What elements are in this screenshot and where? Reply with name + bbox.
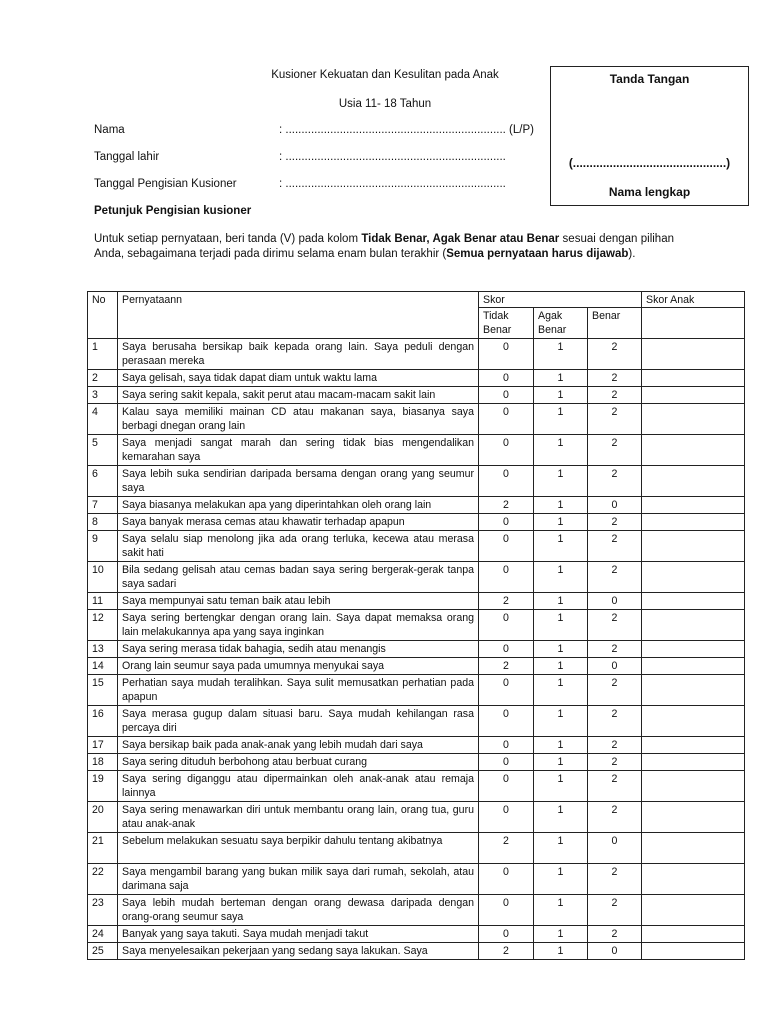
score-benar[interactable]: 2	[588, 771, 642, 802]
header-statement: Pernyataann	[118, 292, 479, 339]
child-score-cell[interactable]	[642, 593, 745, 610]
score-tidak-benar[interactable]: 0	[479, 531, 534, 562]
score-benar[interactable]: 2	[588, 675, 642, 706]
score-agak-benar[interactable]: 1	[534, 706, 588, 737]
statement-text: Sebelum melakukan sesuatu saya berpikir dahulu tentang akibatnya	[118, 833, 479, 864]
row-number: 10	[88, 562, 118, 593]
row-number: 24	[88, 926, 118, 943]
row-number: 11	[88, 593, 118, 610]
header-no: No	[88, 292, 118, 339]
table-row	[88, 864, 745, 895]
score-benar[interactable]: 2	[588, 610, 642, 641]
signature-heading: Tanda Tangan	[609, 72, 690, 86]
row-number: 23	[88, 895, 118, 926]
row-number: 2	[88, 370, 118, 387]
score-agak-benar[interactable]: 1	[534, 943, 588, 960]
score-agak-benar[interactable]: 1	[534, 641, 588, 658]
score-benar[interactable]: 2	[588, 641, 642, 658]
score-benar[interactable]: 2	[588, 706, 642, 737]
child-score-cell[interactable]	[642, 435, 745, 466]
statement-text: Saya berusaha bersikap baik kepada orang lain. Saya peduli dengan perasaan mereka	[118, 339, 479, 370]
score-agak-benar[interactable]: 1	[534, 864, 588, 895]
table-row	[88, 562, 745, 593]
instructions-part-2: sesuai dengan pilihan Anda, sebagaimana terjadi pada dirimu selama enam bulan terakhir (	[94, 233, 674, 260]
score-agak-benar[interactable]: 1	[534, 926, 588, 943]
statement-text: Orang lain seumur saya pada umumnya menyukai saya	[118, 658, 479, 675]
header-agak-benar: Agak Benar	[534, 308, 588, 339]
instructions-part-3: ).	[628, 248, 636, 260]
statement-text: Banyak yang saya takuti. Saya mudah menjadi takut	[118, 926, 479, 943]
score-benar[interactable]: 2	[588, 339, 642, 370]
row-number: 3	[88, 387, 118, 404]
header-child-score-blank	[642, 308, 745, 339]
score-benar[interactable]: 2	[588, 466, 642, 497]
child-score-cell[interactable]	[642, 926, 745, 943]
score-benar[interactable]: 2	[588, 754, 642, 771]
instructions-heading: Petunjuk Pengisian kusioner	[94, 205, 252, 217]
row-number: 5	[88, 435, 118, 466]
table-row	[88, 895, 745, 926]
score-tidak-benar[interactable]: 0	[479, 706, 534, 737]
statement-text: Saya biasanya melakukan apa yang diperintahkan oleh orang lain	[118, 497, 479, 514]
table-row	[88, 771, 745, 802]
table-row	[88, 610, 745, 641]
statement-text: Kalau saya memiliki mainan CD atau makanan saya, biasanya saya berbagi dnegan orang lain	[118, 404, 479, 435]
form-subtitle: Usia 11- 18 Tahun	[338, 98, 432, 110]
table-row	[88, 706, 745, 737]
child-score-cell[interactable]	[642, 610, 745, 641]
score-benar[interactable]: 2	[588, 531, 642, 562]
score-agak-benar[interactable]: 1	[534, 466, 588, 497]
row-number: 21	[88, 833, 118, 864]
score-agak-benar[interactable]: 1	[534, 562, 588, 593]
statement-text: Saya merasa gugup dalam situasi baru. Saya mudah kehilangan rasa percaya diri	[118, 706, 479, 737]
score-tidak-benar[interactable]: 0	[479, 926, 534, 943]
table-row	[88, 466, 745, 497]
header-tidak-benar: Tidak Benar	[479, 308, 534, 339]
score-tidak-benar[interactable]: 0	[479, 754, 534, 771]
row-number: 18	[88, 754, 118, 771]
score-benar[interactable]: 2	[588, 435, 642, 466]
statement-text: Perhatian saya mudah teralihkan. Saya sulit memusatkan perhatian pada apapun	[118, 675, 479, 706]
score-agak-benar[interactable]: 1	[534, 435, 588, 466]
score-tidak-benar[interactable]: 0	[479, 641, 534, 658]
child-score-cell[interactable]	[642, 404, 745, 435]
table-row	[88, 593, 745, 610]
child-score-cell[interactable]	[642, 706, 745, 737]
statement-text: Saya sering bertengkar dengan orang lain. Saya dapat memaksa orang lain melakukannya apa yang saya inginkan	[118, 610, 479, 641]
score-tidak-benar[interactable]: 2	[479, 943, 534, 960]
score-agak-benar[interactable]: 1	[534, 675, 588, 706]
score-benar[interactable]: 2	[588, 404, 642, 435]
form-title: Kusioner Kekuatan dan Kesulitan pada Anak	[271, 69, 499, 81]
row-number: 8	[88, 514, 118, 531]
field-filldate-input[interactable]: : .....................................................................	[279, 178, 506, 190]
score-benar[interactable]: 2	[588, 370, 642, 387]
statement-text: Saya lebih suka sendirian daripada bersama dengan orang yang seumur saya	[118, 466, 479, 497]
header-score: Skor	[479, 292, 642, 308]
score-benar[interactable]: 0	[588, 593, 642, 610]
table-row	[88, 497, 745, 514]
statement-text: Saya menjadi sangat marah dan sering tidak bias mengendalikan kemarahan saya	[118, 435, 479, 466]
score-tidak-benar[interactable]: 0	[479, 514, 534, 531]
instructions-required: Semua pernyataan harus dijawab	[446, 248, 629, 260]
score-agak-benar[interactable]: 1	[534, 514, 588, 531]
score-tidak-benar[interactable]: 0	[479, 895, 534, 926]
table-row	[88, 404, 745, 435]
table-row	[88, 833, 745, 864]
score-agak-benar[interactable]: 1	[534, 404, 588, 435]
statement-text: Saya selalu siap menolong jika ada orang terluka, kecewa atau merasa sakit hati	[118, 531, 479, 562]
row-number: 19	[88, 771, 118, 802]
statement-text: Saya bersikap baik pada anak-anak yang lebih mudah dari saya	[118, 737, 479, 754]
child-score-cell[interactable]	[642, 675, 745, 706]
row-number: 16	[88, 706, 118, 737]
row-number: 25	[88, 943, 118, 960]
score-tidak-benar[interactable]: 0	[479, 802, 534, 833]
child-score-cell[interactable]	[642, 737, 745, 754]
score-agak-benar[interactable]: 1	[534, 895, 588, 926]
child-score-cell[interactable]	[642, 658, 745, 675]
instructions-options: Tidak Benar, Agak Benar atau Benar	[361, 233, 560, 245]
score-agak-benar[interactable]: 1	[534, 387, 588, 404]
score-tidak-benar[interactable]: 0	[479, 610, 534, 641]
score-tidak-benar[interactable]: 2	[479, 833, 534, 864]
table-row	[88, 387, 745, 404]
table-row	[88, 754, 745, 771]
statement-text: Saya sering menawarkan diri untuk membantu orang lain, orang tua, guru atau anak-anak	[118, 802, 479, 833]
child-score-cell[interactable]	[642, 514, 745, 531]
score-tidak-benar[interactable]: 0	[479, 466, 534, 497]
header-benar: Benar	[588, 308, 642, 339]
child-score-cell[interactable]	[642, 466, 745, 497]
statement-text: Saya sering diganggu atau dipermainkan oleh anak-anak atau remaja lainnya	[118, 771, 479, 802]
table-row	[88, 435, 745, 466]
score-tidak-benar[interactable]: 2	[479, 497, 534, 514]
score-tidak-benar[interactable]: 0	[479, 771, 534, 802]
row-number: 4	[88, 404, 118, 435]
score-tidak-benar[interactable]: 0	[479, 370, 534, 387]
score-tidak-benar[interactable]: 0	[479, 339, 534, 370]
field-name-input[interactable]: : ..................................................................... (L/P)	[279, 124, 534, 136]
score-agak-benar[interactable]: 1	[534, 737, 588, 754]
score-agak-benar[interactable]: 1	[534, 802, 588, 833]
child-score-cell[interactable]	[642, 943, 745, 960]
child-score-cell[interactable]	[642, 771, 745, 802]
score-benar[interactable]: 0	[588, 497, 642, 514]
score-agak-benar[interactable]: 1	[534, 658, 588, 675]
child-score-cell[interactable]	[642, 833, 745, 864]
row-number: 20	[88, 802, 118, 833]
row-number: 6	[88, 466, 118, 497]
row-number: 7	[88, 497, 118, 514]
row-number: 1	[88, 339, 118, 370]
score-benar[interactable]: 2	[588, 562, 642, 593]
field-filldate-label: Tanggal Pengisian Kusioner	[94, 178, 237, 190]
score-agak-benar[interactable]: 1	[534, 339, 588, 370]
instructions-part-1: Untuk setiap pernyataan, beri tanda (V) pada kolom	[94, 233, 362, 245]
statement-text: Saya gelisah, saya tidak dapat diam untuk waktu lama	[118, 370, 479, 387]
child-score-cell[interactable]	[642, 864, 745, 895]
child-score-cell[interactable]	[642, 895, 745, 926]
statement-text: Saya sering merasa tidak bahagia, sedih atau menangis	[118, 641, 479, 658]
child-score-cell[interactable]	[642, 531, 745, 562]
row-number: 12	[88, 610, 118, 641]
table-row	[88, 641, 745, 658]
row-number: 9	[88, 531, 118, 562]
statement-text: Saya menyelesaikan pekerjaan yang sedang saya lakukan. Saya	[118, 943, 479, 960]
score-benar[interactable]: 2	[588, 926, 642, 943]
child-score-cell[interactable]	[642, 641, 745, 658]
score-tidak-benar[interactable]: 0	[479, 737, 534, 754]
score-tidak-benar[interactable]: 2	[479, 593, 534, 610]
field-birthdate-label: Tanggal lahir	[94, 151, 160, 163]
header-child-score: Skor Anak	[642, 292, 745, 308]
score-tidak-benar[interactable]: 0	[479, 864, 534, 895]
score-agak-benar[interactable]: 1	[534, 370, 588, 387]
field-birthdate-input[interactable]: : .....................................................................	[279, 151, 506, 163]
row-number: 14	[88, 658, 118, 675]
child-score-cell[interactable]	[642, 497, 745, 514]
table-row	[88, 737, 745, 754]
score-benar[interactable]: 2	[588, 802, 642, 833]
score-benar[interactable]: 0	[588, 943, 642, 960]
score-benar[interactable]: 2	[588, 864, 642, 895]
score-benar[interactable]: 0	[588, 658, 642, 675]
score-tidak-benar[interactable]: 0	[479, 404, 534, 435]
score-tidak-benar[interactable]: 0	[479, 675, 534, 706]
table-row	[88, 531, 745, 562]
score-benar[interactable]: 0	[588, 833, 642, 864]
statement-text: Saya mengambil barang yang bukan milik saya dari rumah, sekolah, atau darimana saja	[118, 864, 479, 895]
statement-text: Saya lebih mudah berteman dengan orang dewasa daripada dengan orang-orang seumur saya	[118, 895, 479, 926]
questionnaire-table	[87, 291, 745, 960]
signature-box[interactable]	[550, 66, 749, 206]
score-agak-benar[interactable]: 1	[534, 593, 588, 610]
table-row	[88, 943, 745, 960]
score-agak-benar[interactable]: 1	[534, 610, 588, 641]
table-row	[88, 339, 745, 370]
row-number: 13	[88, 641, 118, 658]
statement-text: Bila sedang gelisah atau cemas badan saya sering bergerak-gerak tanpa saya sadari	[118, 562, 479, 593]
score-tidak-benar[interactable]: 0	[479, 562, 534, 593]
child-score-cell[interactable]	[642, 562, 745, 593]
statement-text: Saya banyak merasa cemas atau khawatir terhadap apapun	[118, 514, 479, 531]
score-agak-benar[interactable]: 1	[534, 833, 588, 864]
child-score-cell[interactable]	[642, 802, 745, 833]
row-number: 22	[88, 864, 118, 895]
statement-text: Saya mempunyai satu teman baik atau lebih	[118, 593, 479, 610]
score-agak-benar[interactable]: 1	[534, 754, 588, 771]
child-score-cell[interactable]	[642, 387, 745, 404]
score-tidak-benar[interactable]: 0	[479, 387, 534, 404]
table-row	[88, 926, 745, 943]
instructions-text	[94, 232, 674, 262]
score-tidak-benar[interactable]: 0	[479, 435, 534, 466]
table-row	[88, 514, 745, 531]
row-number: 17	[88, 737, 118, 754]
statement-text: Saya sering sakit kepala, sakit perut atau macam-macam sakit lain	[118, 387, 479, 404]
score-agak-benar[interactable]: 1	[534, 771, 588, 802]
field-name-label: Nama	[94, 124, 125, 136]
row-number: 15	[88, 675, 118, 706]
child-score-cell[interactable]	[642, 370, 745, 387]
score-agak-benar[interactable]: 1	[534, 531, 588, 562]
child-score-cell[interactable]	[642, 754, 745, 771]
score-agak-benar[interactable]: 1	[534, 497, 588, 514]
table-row	[88, 370, 745, 387]
table-row	[88, 658, 745, 675]
signature-line: (..............................................)	[568, 156, 731, 170]
score-tidak-benar[interactable]: 2	[479, 658, 534, 675]
score-benar[interactable]: 2	[588, 514, 642, 531]
statement-text: Saya sering dituduh berbohong atau berbuat curang	[118, 754, 479, 771]
score-benar[interactable]: 2	[588, 895, 642, 926]
table-row	[88, 802, 745, 833]
table-row	[88, 675, 745, 706]
signature-name-label: Nama lengkap	[608, 185, 691, 199]
score-benar[interactable]: 2	[588, 387, 642, 404]
score-benar[interactable]: 2	[588, 737, 642, 754]
child-score-cell[interactable]	[642, 339, 745, 370]
